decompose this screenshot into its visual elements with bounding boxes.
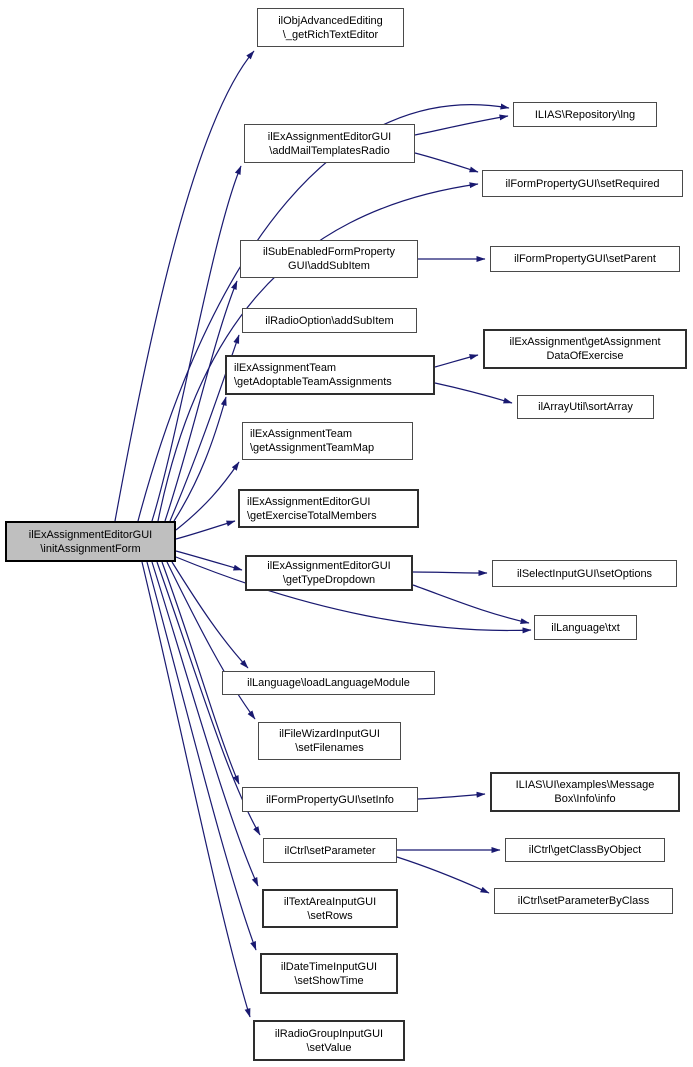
graph-node-label: ilExAssignmentEditorGUI bbox=[267, 560, 391, 572]
graph-node-label: ilTextAreaInputGUI bbox=[283, 895, 377, 908]
graph-node-label: \getAdoptableTeamAssignments bbox=[234, 376, 392, 388]
graph-node-label: \getTypeDropdown bbox=[282, 574, 376, 586]
edge-initAssignmentForm-to-setShowTime bbox=[147, 562, 256, 950]
edge-addMailTemplatesRadio-to-lng bbox=[415, 116, 508, 135]
graph-node-txt[interactable] bbox=[534, 615, 637, 640]
graph-node-radioOption-addSubItem[interactable] bbox=[242, 308, 417, 333]
graph-node-lng[interactable] bbox=[513, 102, 657, 127]
graph-node-label: ilExAssignmentTeam bbox=[250, 428, 353, 440]
graph-node-setShowTime[interactable] bbox=[260, 953, 398, 994]
graph-node-label: ilFormPropertyGUI\setParent bbox=[514, 253, 656, 265]
graph-node-label: ilRadioGroupInputGUI bbox=[274, 1027, 384, 1040]
graph-node-label: ilCtrl\setParameter bbox=[284, 844, 376, 857]
edge-getAdoptableTeamAssignments-to-getAssignmentDataOfExercise bbox=[435, 355, 478, 367]
edge-initAssignmentForm-to-getAssignmentTeamMap bbox=[176, 462, 239, 530]
graph-node-getAdoptableTeamAssignments[interactable] bbox=[225, 355, 435, 395]
edge-initAssignmentForm-to-setValue bbox=[142, 562, 250, 1017]
graph-node-label: ilExAssignmentEditorGUI bbox=[247, 495, 371, 508]
edge-getTypeDropdown-to-setOptions bbox=[413, 572, 487, 573]
edge-initAssignmentForm-to-getAdoptableTeamAssignments bbox=[174, 397, 226, 521]
edge-initAssignmentForm-to-setFilenames bbox=[167, 562, 255, 719]
graph-node-setParent[interactable] bbox=[490, 246, 680, 272]
graph-node-label: ILIAS\Repository\lng bbox=[534, 108, 636, 121]
graph-node-label: ilCtrl\setParameterByClass bbox=[517, 895, 650, 907]
graph-node-messageBoxInfo[interactable] bbox=[490, 772, 680, 812]
graph-node-loadLanguageModule[interactable] bbox=[222, 671, 435, 695]
graph-node-setInfo[interactable] bbox=[242, 787, 418, 812]
graph-node-label: ilRadioOption\addSubItem bbox=[265, 314, 394, 327]
graph-node-label: \setRows bbox=[307, 909, 353, 922]
graph-node-label: \_getRichTextEditor bbox=[282, 28, 379, 41]
graph-node-sortArray[interactable] bbox=[517, 395, 654, 419]
edge-setParameter-to-setParameterByClass bbox=[397, 857, 489, 893]
graph-node-label: DataOfExercise bbox=[546, 350, 624, 362]
edge-addMailTemplatesRadio-to-setRequired bbox=[415, 153, 478, 172]
graph-node-label: ilExAssignmentEditorGUI bbox=[267, 130, 392, 143]
edge-initAssignmentForm-to-loadLanguageModule bbox=[172, 562, 248, 668]
graph-node-label: ilSubEnabledFormProperty bbox=[262, 246, 396, 258]
graph-node-setOptions[interactable] bbox=[492, 560, 677, 587]
graph-node-label: \getAssignmentTeamMap bbox=[250, 442, 375, 454]
graph-node-label: ilLanguage\txt bbox=[551, 621, 620, 634]
graph-node-label: ILIAS\UI\examples\Message bbox=[515, 779, 655, 791]
graph-node-getAssignmentTeamMap[interactable] bbox=[242, 422, 413, 460]
graph-node-label: ilLanguage\loadLanguageModule bbox=[247, 677, 410, 689]
graph-node-label: ilFormPropertyGUI\setRequired bbox=[505, 177, 660, 190]
graph-node-label: ilExAssignmentTeam bbox=[234, 362, 337, 374]
graph-node-label: Box\Info\info bbox=[554, 793, 616, 805]
graph-node-label: ilFormPropertyGUI\setInfo bbox=[266, 793, 394, 806]
edge-getTypeDropdown-to-txt bbox=[413, 585, 529, 623]
graph-node-label: \initAssignmentForm bbox=[40, 542, 141, 555]
graph-node-label: \addMailTemplatesRadio bbox=[269, 144, 390, 157]
graph-node-getTypeDropdown[interactable] bbox=[245, 555, 413, 591]
graph-node-addMailTemplatesRadio[interactable] bbox=[244, 124, 415, 163]
graph-node-label: \getExerciseTotalMembers bbox=[247, 509, 377, 522]
graph-node-setParameterByClass[interactable] bbox=[494, 888, 673, 914]
edge-setInfo-to-messageBoxInfo bbox=[418, 794, 485, 799]
graph-node-label: ilCtrl\getClassByObject bbox=[528, 844, 642, 856]
graph-node-getExerciseTotalMembers[interactable] bbox=[238, 489, 419, 528]
graph-node-label: ilDateTimeInputGUI bbox=[280, 960, 378, 973]
graph-node-setRequired[interactable] bbox=[482, 170, 683, 197]
graph-node-subEnabled-addSubItem[interactable] bbox=[240, 240, 418, 278]
graph-node-setParameter[interactable] bbox=[263, 838, 397, 863]
graph-node-initAssignmentForm bbox=[5, 521, 176, 562]
graph-node-label: \setFilenames bbox=[295, 742, 364, 754]
graph-node-getClassByObject[interactable] bbox=[505, 838, 665, 862]
graph-node-label: GUI\addSubItem bbox=[288, 260, 370, 272]
graph-node-label: ilExAssignmentEditorGUI bbox=[28, 528, 153, 541]
graph-node-label: ilExAssignment\getAssignment bbox=[509, 336, 661, 348]
edge-getAdoptableTeamAssignments-to-sortArray bbox=[435, 383, 512, 403]
graph-node-label: \setValue bbox=[306, 1041, 352, 1054]
graph-node-getRichTextEditor[interactable] bbox=[257, 8, 404, 47]
graph-node-label: ilSelectInputGUI\setOptions bbox=[516, 567, 653, 580]
graph-node-setValue[interactable] bbox=[253, 1020, 405, 1061]
edge-initAssignmentForm-to-addMailTemplatesRadio bbox=[152, 166, 241, 521]
graph-node-label: ilObjAdvancedEditing bbox=[278, 14, 383, 27]
edge-initAssignmentForm-to-setRequired bbox=[158, 184, 478, 521]
graph-node-label: \setShowTime bbox=[294, 974, 364, 987]
graph-node-setRows[interactable] bbox=[262, 889, 398, 928]
graph-node-label: ilArrayUtil\sortArray bbox=[538, 401, 633, 413]
graph-node-setFilenames[interactable] bbox=[258, 722, 401, 760]
edge-initAssignmentForm-to-getExerciseTotalMembers bbox=[176, 521, 235, 539]
graph-node-label: ilFileWizardInputGUI bbox=[279, 728, 380, 740]
graph-node-getAssignmentDataOfExercise[interactable] bbox=[483, 329, 687, 369]
edge-initAssignmentForm-to-getRichTextEditor bbox=[115, 51, 254, 521]
